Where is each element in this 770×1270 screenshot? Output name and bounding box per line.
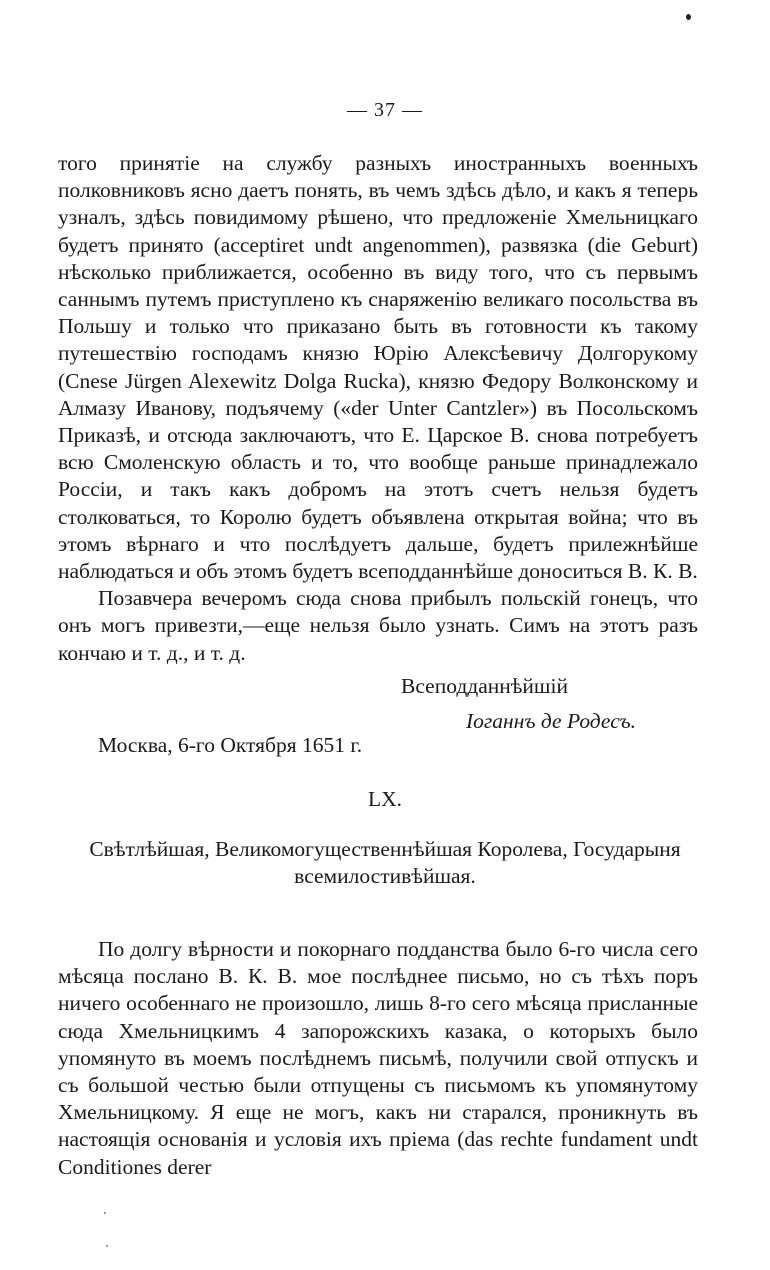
section-number: LX. <box>367 787 403 811</box>
paragraph: По долгу вѣрности и покорнаго подданства было 6-го числа сего мѣсяца послано В. К. В. мое послѣднее письмо, но съ тѣхъ поръ ничего особеннаго не произошло, лишь 8-го сего мѣсяца присланные сюда Хмельницкимъ 4 запорожскихъ казака, о которыхъ было упомянуто въ моемъ послѣднемъ письмѣ, получили свой отпускъ и съ большой честью были отпущены съ письмомъ къ упомянутому Хмельницкому. Я еще не могъ, какъ ни старался, проникнуть въ настоящія основанія и условія ихъ пріема (das rechte fundament undt Conditiones derer <box>58 937 698 1179</box>
letter-body-continued <box>58 150 698 667</box>
page-number: — 37 — <box>347 99 423 121</box>
signature-name: Іоганнъ де Родесъ. <box>466 709 636 733</box>
salutation: Свѣтлѣйшая, Великомогущественнѣйшая Королева, Государыня всемилостивѣйшая. <box>89 837 681 888</box>
paragraph: Позавчера вечеромъ сюда снова прибылъ польскій гонецъ, что онъ могъ привезти,—еще нельзя было узнать. Симъ на этотъ разъ кончаю и т. д., и т. д. <box>58 586 698 665</box>
print-speck <box>106 1245 108 1247</box>
paragraph: того принятіе на службу разныхъ иностранныхъ военныхъ полковниковъ ясно даетъ понять, въ чемъ здѣсь дѣло, и какъ я теперь узналъ, здѣсь повидимому рѣшено, что предложеніе Хмельницкаго будетъ принято (acceptiret undt angenommen), развязка (die Geburt) нѣсколько приближается, особенно въ виду того, что съ первымъ саннымъ путемъ приступлено къ снаряженію великаго посольства въ Польшу и только что приказано быть въ готовности къ такому путешествію господамъ князю Юрію Алексѣевичу Долгорукому (Cnese Jürgen Alexewitz Dolga Rucka), князю Федору Волконскому и Алмазу Иванову, подъячему («der Unter Cantzler») въ Посольскомъ Приказѣ, и отсюда заключаютъ, что Е. Царское В. снова потребуетъ всю Смоленскую область и то, что вообще раньше принадлежало Россіи, и такъ какъ добромъ на этотъ счетъ нельзя будетъ столковаться, то Королю будетъ объявлена открытая война; что въ этомъ вѣрнаго и что послѣдуетъ дальше, будетъ прилежнѣйше наблюдаться и объ этомъ будетъ всеподданнѣйше доноситься В. К. В. <box>58 151 698 584</box>
print-speck <box>686 14 691 20</box>
closing-formula: Всеподданнѣйшій <box>401 674 568 698</box>
letter-date: Москва, 6-го Октября 1651 г. <box>98 733 363 757</box>
letter-body <box>58 936 698 1181</box>
print-speck <box>104 1212 106 1214</box>
